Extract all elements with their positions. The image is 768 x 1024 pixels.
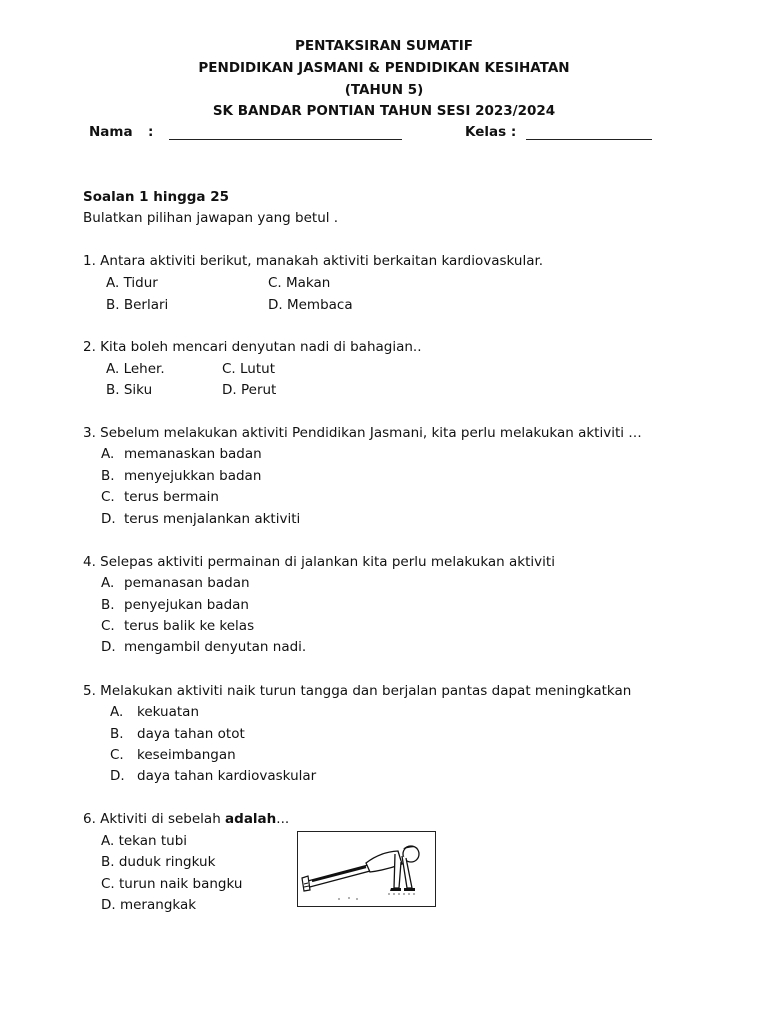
q2-option-d[interactable]: D. Perut <box>222 382 277 398</box>
question-4-stem: 4. Selepas aktiviti permainan di jalankan kita perlu melakukan aktiviti <box>83 554 555 570</box>
q4-letter-b: B. <box>101 597 115 613</box>
q1-option-a[interactable]: A. Tidur <box>106 275 158 291</box>
nama-field[interactable] <box>169 139 402 140</box>
pushup-illustration <box>297 831 436 907</box>
q6-option-d[interactable]: D. merangkak <box>101 897 197 913</box>
q6-stem-post: ... <box>276 811 290 827</box>
q6-stem-pre: 6. Aktiviti di sebelah <box>83 811 226 827</box>
q4-option-a[interactable]: pemanasan badan <box>124 575 250 591</box>
pushup-figure-icon <box>298 832 435 906</box>
q3-letter-d: D. <box>101 511 116 527</box>
q3-option-a[interactable]: memanaskan badan <box>124 446 262 462</box>
q3-option-d[interactable]: terus menjalankan aktiviti <box>124 511 301 527</box>
q1-option-d[interactable]: D. Membaca <box>268 297 353 313</box>
nama-colon: : <box>148 124 154 140</box>
header-school: SK BANDAR PONTIAN TAHUN SESI 2023/2024 <box>212 103 556 119</box>
q2-option-c[interactable]: C. Lutut <box>222 361 275 377</box>
q5-letter-d: D. <box>110 768 125 784</box>
q6-option-c[interactable]: C. turun naik bangku <box>101 876 243 892</box>
question-3-stem: 3. Sebelum melakukan aktiviti Pendidikan Jasmani, kita perlu melakukan aktiviti … <box>83 425 642 441</box>
kelas-field[interactable] <box>526 139 652 140</box>
q2-option-b[interactable]: B. Siku <box>106 382 153 398</box>
q4-option-b[interactable]: penyejukan badan <box>124 597 249 613</box>
q5-option-a[interactable]: kekuatan <box>137 704 199 720</box>
q4-letter-d: D. <box>101 639 116 655</box>
q3-option-b[interactable]: menyejukkan badan <box>124 468 262 484</box>
q6-option-a[interactable]: A. tekan tubi <box>101 833 188 849</box>
q6-option-b[interactable]: B. duduk ringkuk <box>101 854 216 870</box>
header-subject: PENDIDIKAN JASMANI & PENDIDIKAN KESIHATAN <box>198 60 570 76</box>
q3-letter-b: B. <box>101 468 115 484</box>
q3-letter-a: A. <box>101 446 115 462</box>
q3-letter-c: C. <box>101 489 115 505</box>
q4-letter-a: A. <box>101 575 115 591</box>
section-title: Soalan 1 hingga 25 <box>83 189 230 205</box>
q5-option-d[interactable]: daya tahan kardiovaskular <box>137 768 317 784</box>
section-instruction: Bulatkan pilihan jawapan yang betul . <box>83 210 339 226</box>
q1-option-b[interactable]: B. Berlari <box>106 297 169 313</box>
question-1-stem: 1. Antara aktiviti berikut, manakah aktiviti berkaitan kardiovaskular. <box>83 253 544 269</box>
q2-option-a[interactable]: A. Leher. <box>106 361 165 377</box>
q5-option-b[interactable]: daya tahan otot <box>137 726 245 742</box>
q4-option-d[interactable]: mengambil denyutan nadi. <box>124 639 307 655</box>
header-title: PENTAKSIRAN SUMATIF <box>294 38 474 54</box>
q4-letter-c: C. <box>101 618 115 634</box>
q5-letter-b: B. <box>110 726 124 742</box>
q5-letter-a: A. <box>110 704 124 720</box>
nama-label: Nama <box>89 124 133 140</box>
q6-stem-bold: adalah <box>225 811 277 827</box>
question-6-stem <box>83 811 289 827</box>
header-year: (TAHUN 5) <box>344 82 424 98</box>
question-5-stem: 5. Melakukan aktiviti naik turun tangga dan berjalan pantas dapat meningkatkan <box>83 683 632 699</box>
question-2-stem: 2. Kita boleh mencari denyutan nadi di bahagian.. <box>83 339 422 355</box>
q1-option-c[interactable]: C. Makan <box>268 275 331 291</box>
q4-option-c[interactable]: terus balik ke kelas <box>124 618 255 634</box>
q5-option-c[interactable]: keseimbangan <box>137 747 236 763</box>
q5-letter-c: C. <box>110 747 124 763</box>
kelas-label: Kelas : <box>465 124 517 140</box>
q3-option-c[interactable]: terus bermain <box>124 489 219 505</box>
